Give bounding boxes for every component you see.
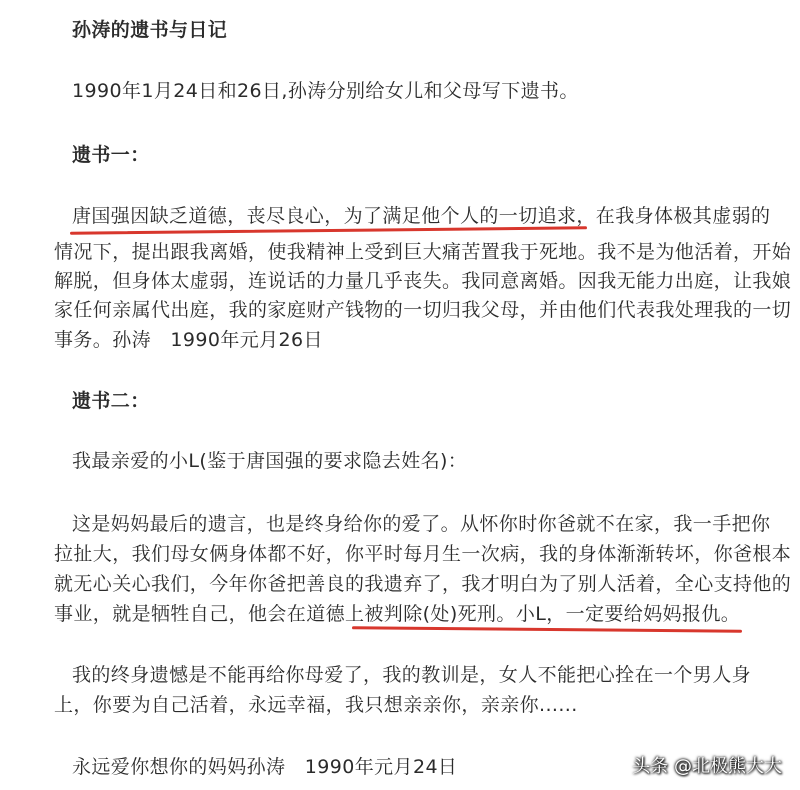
letter2-line: 这是妈妈最后的遗言，也是终身给你的爱了。从怀你时你爸就不在家，我一手把你 xyxy=(72,513,771,535)
letter2-line: 拉扯大，我们母女俩身体都不好，你平时每月生一次病，我的身体渐渐转坏，你爸根本 xyxy=(54,543,792,565)
letter1-line: 事务。孙涛 1990年元月26日 xyxy=(54,329,323,351)
letter2-line: 事业，就是牺牲自己，他会在道德上被判除(处)死刑。小L，一定要给妈妈报仇。 xyxy=(54,603,741,625)
letter1-line: 情况下，提出跟我离婚，使我精神上受到巨大痛苦置我于死地。我不是为他活着，开始 xyxy=(54,241,792,263)
letter2-heading: 遗书二： xyxy=(72,390,150,412)
intro-text: 1990年1月24日和26日,孙涛分别给女儿和父母写下遗书。 xyxy=(72,80,579,102)
letter1-heading: 遗书一： xyxy=(72,144,150,166)
letter2-line: 就无心关心我们，今年你爸把善良的我遗弃了，我才明白为了别人活着，全心支持他的 xyxy=(54,573,792,595)
letter1-line: 唐国强因缺乏道德，丧尽良心，为了满足他个人的一切追求，在我身体极其虚弱的 xyxy=(72,205,771,227)
watermark: 头条 @北极熊大大 xyxy=(632,756,782,777)
page-title: 孙涛的遗书与日记 xyxy=(72,19,228,41)
letter2-signature: 永远爱你想你的妈妈孙涛 1990年元月24日 xyxy=(72,756,458,778)
letter2-line: 我的终身遗憾是不能再给你母爱了，我的教训是，女人不能把心拴在一个男人身 xyxy=(72,664,752,686)
letter2-line: 上，你要为自己活着，永远幸福，我只想亲亲你，亲亲你...... xyxy=(54,694,578,716)
highlight-underline xyxy=(352,626,742,632)
letter1-line: 家任何亲属代出庭，我的家庭财产钱物的一切归我父母，并由他们代表我处理我的一切 xyxy=(54,299,792,321)
letter1-line: 解脱，但身体太虚弱，连说话的力量几乎丧失。我同意离婚。因我无能力出庭，让我娘 xyxy=(54,270,792,292)
letter2-salutation: 我最亲爱的小L(鉴于唐国强的要求隐去姓名)： xyxy=(72,450,468,472)
